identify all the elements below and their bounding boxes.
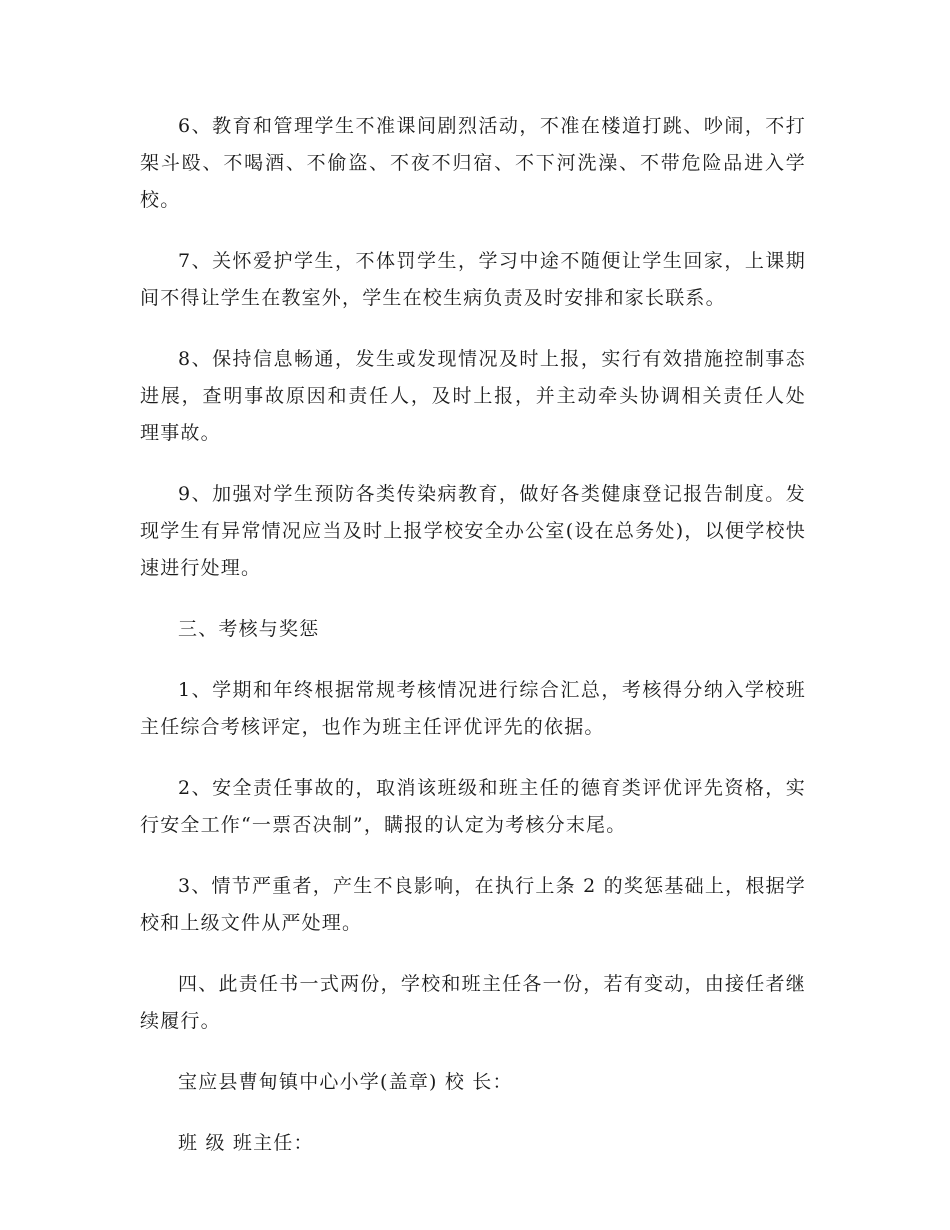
paragraph-assessment-1: 1、学期和年终根据常规考核情况进行综合汇总，考核得分纳入学校班主任综合考核评定，也作为班主任评优评先的依据。	[140, 679, 806, 738]
signature-school-principal: 宝应县曹甸镇中心小学(盖章) 校 长：	[178, 1071, 513, 1093]
document-page	[140, 108, 806, 1186]
paragraph-item-8: 8、保持信息畅通，发生或发现情况及时上报，实行有效措施控制事态进展，查明事故原因和责任人，及时上报，并主动牵头协调相关责任人处理事故。	[140, 348, 806, 444]
paragraph-assessment-2: 2、安全责任事故的，取消该班级和班主任的德育类评优评先资格，实行安全工作“一票否决制”，瞒报的认定为考核分末尾。	[140, 777, 806, 836]
paragraph-section-four: 四、此责任书一式两份，学校和班主任各一份，若有变动，由接任者继续履行。	[140, 973, 806, 1032]
section-heading-assessment: 三、考核与奖惩	[178, 618, 320, 640]
paragraph-item-6: 6、教育和管理学生不准课间剧烈活动，不准在楼道打跳、吵闹，不打架斗殴、不喝酒、不偷盗、不夜不归宿、不下河洗澡、不带危险品进入学校。	[140, 115, 806, 211]
paragraph-assessment-3: 3、情节严重者，产生不良影响，在执行上条 2 的奖惩基础上，根据学校和上级文件从严处理。	[140, 875, 806, 934]
paragraph-item-7: 7、关怀爱护学生，不体罚学生，学习中途不随便让学生回家，上课期间不得让学生在教室外，学生在校生病负责及时安排和家长联系。	[140, 250, 806, 309]
paragraph-item-9: 9、加强对学生预防各类传染病教育，做好各类健康登记报告制度。发现学生有异常情况应当及时上报学校安全办公室(设在总务处)，以便学校快速进行处理。	[140, 483, 806, 579]
signature-class-teacher: 班 级 班主任：	[178, 1132, 314, 1154]
